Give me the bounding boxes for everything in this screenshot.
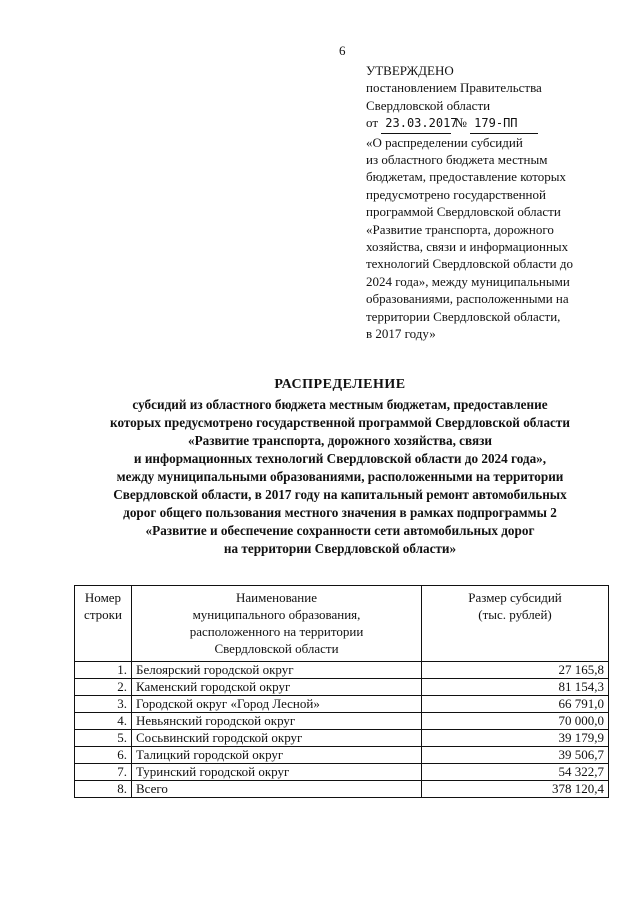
row-number-cell: 1.	[75, 662, 132, 679]
subsidy-table	[74, 585, 609, 798]
amount-cell: 39 506,7	[422, 747, 609, 764]
date-prefix: от	[366, 115, 379, 131]
title-line: на территории Свердловской области»	[223, 541, 457, 556]
municipality-cell: Каменский городской округ	[132, 679, 422, 696]
title-line: Свердловской области, в 2017 году на капитальный ремонт автомобильных	[113, 487, 567, 502]
approval-subject-line: технологий Свердловской области до	[366, 256, 573, 272]
amount-cell: 70 000,0	[422, 713, 609, 730]
approval-subject-line: хозяйства, связи и информационных	[366, 239, 569, 255]
header-text: строки	[84, 607, 122, 622]
approval-subject-line: 2024 года», между муниципальными	[366, 273, 570, 289]
amount-cell: 39 179,9	[422, 730, 609, 747]
municipality-cell: Сосьвинский городской округ	[132, 730, 422, 747]
amount-cell: 54 322,7	[422, 764, 609, 781]
title-line: между муниципальными образованиями, расположенными на территории	[116, 469, 564, 484]
page-number: 6	[339, 43, 346, 58]
header-text: Размер субсидий	[468, 590, 562, 605]
header-text: Номер	[84, 590, 122, 605]
municipality-cell: Туринский городской округ	[132, 764, 422, 781]
number-sign: №	[454, 115, 467, 131]
header-text: Свердловской области	[214, 641, 339, 656]
amount-cell: 378 120,4	[422, 781, 609, 798]
approval-subject-line: образованиями, расположенными на	[366, 291, 569, 307]
municipality-cell: Всего	[132, 781, 422, 798]
row-number-cell: 2.	[75, 679, 132, 696]
municipality-cell: Городской округ «Город Лесной»	[132, 696, 422, 713]
municipality-cell: Талицкий городской округ	[132, 747, 422, 764]
table-header-row	[75, 586, 609, 662]
header-text: муниципального образования,	[192, 607, 361, 622]
table-row	[75, 764, 609, 781]
header-row-number	[75, 586, 132, 662]
table-row	[75, 713, 609, 730]
title-line: которых предусмотрено государственной программой Свердловской области	[110, 415, 570, 430]
header-subsidy-amount	[422, 586, 609, 662]
table-row	[75, 696, 609, 713]
row-number-cell: 5.	[75, 730, 132, 747]
table-row	[75, 662, 609, 679]
approval-subject-line: «О распределении субсидий	[366, 134, 523, 150]
table-body	[75, 662, 609, 798]
approval-line: постановлением Правительства	[366, 80, 542, 96]
row-number-cell: 7.	[75, 764, 132, 781]
approval-date: 23.03.2017	[381, 115, 451, 133]
header-municipality	[132, 586, 422, 662]
title-line: «Развитие транспорта, дорожного хозяйства, связи	[187, 433, 493, 448]
approval-subject	[366, 134, 616, 343]
title-line: и информационных технологий Свердловской области до 2024 года»,	[133, 451, 547, 466]
header-text: (тыс. рублей)	[478, 607, 552, 622]
approval-heading: УТВЕРЖДЕНО	[366, 63, 454, 78]
approval-subject-line: из областного бюджета местным	[366, 152, 548, 168]
row-number-cell: 4.	[75, 713, 132, 730]
title-line: дорог общего пользования местного значения в рамках подпрограммы 2	[123, 505, 557, 520]
header-text: расположенного на территории	[189, 624, 364, 639]
approval-subject-line: программой Свердловской области	[366, 204, 561, 220]
approval-block	[366, 62, 616, 343]
document-title	[60, 376, 620, 558]
header-text: Наименование	[236, 590, 317, 605]
table-row	[75, 730, 609, 747]
approval-subject-line: в 2017 году»	[366, 326, 436, 342]
amount-cell: 27 165,8	[422, 662, 609, 679]
table-row	[75, 747, 609, 764]
approval-number: 179-ПП	[470, 115, 538, 133]
approval-subject-line: территории Свердловской области,	[366, 308, 561, 324]
approval-subject-line: бюджетам, предоставление которых	[366, 169, 566, 185]
municipality-cell: Невьянский городской округ	[132, 713, 422, 730]
approval-date-line	[366, 114, 616, 133]
table-row	[75, 679, 609, 696]
approval-subject-line: «Развитие транспорта, дорожного	[366, 221, 554, 237]
amount-cell: 81 154,3	[422, 679, 609, 696]
title-heading: РАСПРЕДЕЛЕНИЕ	[274, 377, 406, 392]
row-number-cell: 3.	[75, 696, 132, 713]
table-row	[75, 781, 609, 798]
title-line: субсидий из областного бюджета местным бюджетам, предоставление	[132, 397, 548, 412]
title-line: «Развитие и обеспечение сохранности сети автомобильных дорог	[145, 523, 535, 538]
approval-subject-line: предусмотрено государственной	[366, 186, 546, 202]
title-body	[60, 396, 620, 558]
amount-cell: 66 791,0	[422, 696, 609, 713]
approval-line: Свердловской области	[366, 97, 491, 113]
row-number-cell: 6.	[75, 747, 132, 764]
municipality-cell: Белоярский городской округ	[132, 662, 422, 679]
row-number-cell: 8.	[75, 781, 132, 798]
